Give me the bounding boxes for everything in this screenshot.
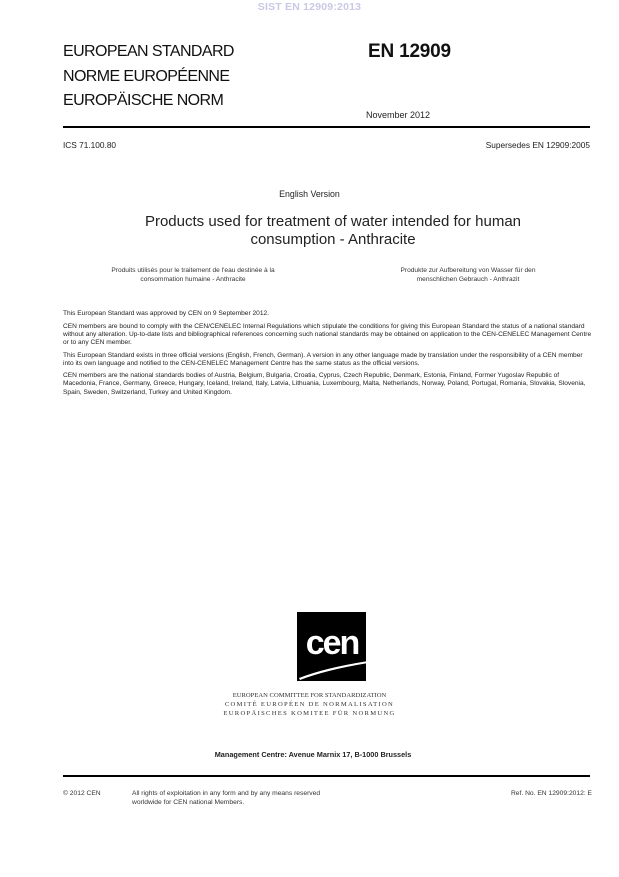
standard-type-titles — [63, 40, 234, 114]
members-paragraph: CEN members are the national standards bodies of Austria, Belgium, Bulgaria, Croatia, Cyprus, Czech Republic, Denmark, Estonia, Finland, Former Yugoslav Republic of Macedonia, France, Germany, Greece, Hungary, Iceland, Ireland, Italy, Latvia, Lithuania, Luxembourg, Malta, Netherlands, Norway, Poland, Portugal, Romania, Slovakia, Slovenia, Spain, Sweden, Switzerland, Turkey and United Kingdom. — [63, 372, 586, 396]
committee-names — [0, 691, 619, 718]
document-title-line-2: consumption - Anthracite — [250, 231, 416, 248]
title-french: NORME EUROPÉENNE — [63, 67, 230, 85]
document-title-line-1: Products used for treatment of water intended for human — [144, 213, 522, 230]
title-german: EUROPÄISCHE NORM — [63, 92, 224, 109]
approval-paragraphs — [63, 310, 595, 401]
french-title-line-1: Produits utilisés pour le traitement de l'eau destinée à la — [111, 267, 275, 274]
header-divider — [63, 126, 590, 128]
title-english: EUROPEAN STANDARD — [63, 43, 234, 60]
reference-number: Ref. No. EN 12909:2012: E — [510, 790, 592, 797]
cen-logo-icon — [297, 612, 366, 681]
compliance-paragraph: CEN members are bound to comply with the CEN/CENELEC Internal Regulations which stipulate the conditions for giving this European Standard the status of a national standard without any alteration. Up-to-date lists and bibliographical references concerning such national standards may be obtained on application to the CEN-CENELEC Management Centre or to any CEN member. — [63, 322, 592, 346]
committee-french: COMITÉ EUROPÉEN DE NORMALISATION — [224, 701, 395, 708]
committee-german: EUROPÄISCHES KOMITEE FÜR NORMUNG — [223, 710, 396, 717]
footer-divider — [63, 775, 590, 777]
document-title — [100, 213, 566, 249]
cen-logo-text: cen — [305, 624, 359, 662]
approval-paragraph: This European Standard was approved by CEN on 9 September 2012. — [63, 310, 269, 317]
german-title-line-1: Produkte zur Aufbereitung von Wasser für den — [400, 267, 536, 274]
standard-number: EN 12909 — [368, 41, 451, 62]
german-title-line-2: menschlichen Gebrauch - Anthrazit — [416, 276, 520, 283]
watermark: SIST EN 12909:2013 — [257, 1, 362, 13]
versions-paragraph: This European Standard exists in three official versions (English, French, German). A version in any other language made by translation under the responsibility of a CEN member into its own language and notified to the CEN-CENELEC Management Centre has the same status as the official versions. — [63, 351, 583, 367]
rights-notice-line-2: worldwide for CEN national Members. — [132, 798, 245, 806]
language-version: English Version — [279, 189, 340, 199]
german-title — [368, 266, 568, 284]
french-title — [73, 266, 313, 284]
french-title-line-2: consommation humaine - Anthracite — [140, 276, 246, 283]
copyright: © 2012 CEN — [63, 790, 101, 797]
publication-date: November 2012 — [366, 110, 431, 120]
rights-notice — [132, 790, 320, 807]
committee-english: EUROPEAN COMMITTEE FOR STANDARDIZATION — [232, 692, 387, 699]
ics-code: ICS 71.100.80 — [63, 140, 117, 150]
management-centre-address: Management Centre: Avenue Marnix 17, B-1000 Brussels — [214, 750, 412, 759]
rights-notice-line-1: All rights of exploitation in any form and by any means reserved — [132, 790, 321, 797]
supersedes-note: Supersedes EN 12909:2005 — [485, 140, 590, 150]
